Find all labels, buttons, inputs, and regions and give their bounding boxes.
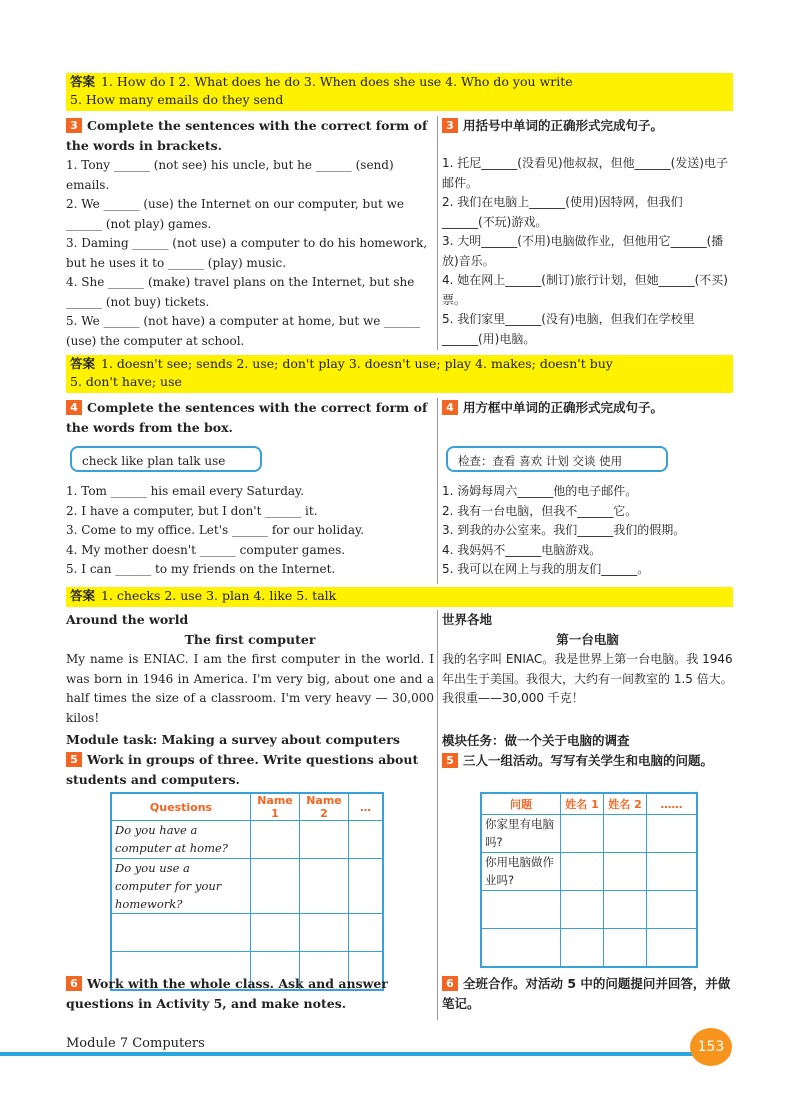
- exercise-number-badge: 5: [442, 753, 458, 768]
- table-header: 姓名 2: [604, 793, 647, 815]
- exercise-item: 1. Tony ______ (not see) his uncle, but he ______ (send) emails.: [66, 158, 394, 192]
- exercise-item: 4. 她在网上______(制订)旅行计划，但她______(不买)票。: [442, 273, 728, 307]
- exercise-number-badge: 6: [442, 976, 458, 991]
- exercise-4: [66, 398, 733, 584]
- exercise-item: 1. Tom ______ his email every Saturday.: [66, 484, 305, 498]
- table-header: 姓名 1: [561, 793, 604, 815]
- section-heading: 世界各地: [442, 612, 493, 627]
- reading-section: [66, 610, 733, 1020]
- table-cell[interactable]: [300, 859, 349, 914]
- exercise-title: Work with the whole class. Ask and answer questions in Activity 5, and make notes.: [66, 976, 388, 1011]
- exercise-item: 3. 到我的办公室来。我们______我们的假期。: [442, 523, 686, 537]
- exercise-number-badge: 4: [66, 400, 82, 415]
- table-cell[interactable]: [561, 853, 604, 891]
- exercise-title: 用括号中单词的正确形式完成句子。: [463, 118, 664, 133]
- exercise-item: 5. I can ______ to my friends on the Internet.: [66, 562, 336, 576]
- answer-line: 5. don't have; use: [70, 374, 182, 389]
- module-task-heading: 模块任务：做一个关于电脑的调查: [442, 732, 630, 748]
- exercise-item: 4. She ______ (make) travel plans on the Internet, but she ______ (not buy) tickets.: [66, 275, 415, 309]
- table-cell[interactable]: [349, 821, 384, 859]
- exercise-3-english: [66, 116, 434, 350]
- table-cell[interactable]: [604, 891, 647, 929]
- exercise-number-badge: 4: [442, 400, 458, 415]
- exercise-4-english: [66, 398, 434, 584]
- table-cell[interactable]: [251, 859, 300, 914]
- exercise-4-chinese: [442, 398, 733, 584]
- footer-rule: [0, 1052, 730, 1056]
- exercise-title: 全班合作。对活动 5 中的问题提问并回答，并做笔记。: [442, 976, 731, 1011]
- table-cell[interactable]: [604, 853, 647, 891]
- page-number: 153: [690, 1028, 732, 1066]
- table-cell[interactable]: [111, 914, 251, 952]
- table-cell[interactable]: [561, 815, 604, 853]
- reading-title: The first computer: [184, 632, 316, 647]
- table-cell: Do you use a computer for your homework?: [111, 859, 251, 914]
- answer-line: 5. How many emails do they send: [70, 92, 284, 107]
- exercise-item: 1. 托尼______(没看见)他叔叔，但他______(发送)电子邮件。: [442, 156, 728, 190]
- exercise-item: 3. 大明______(不用)电脑做作业，但他用它______(播放)音乐。: [442, 234, 724, 268]
- table-cell[interactable]: [300, 821, 349, 859]
- table-cell: 你用电脑做作业吗?: [481, 853, 561, 891]
- table-cell[interactable]: [647, 853, 698, 891]
- word-box: 检查：查看 喜欢 计划 交谈 使用: [446, 446, 668, 472]
- answer-label: 答案: [70, 356, 96, 371]
- answer-label: 答案: [70, 74, 96, 89]
- table-cell[interactable]: [251, 914, 300, 952]
- table-cell: Do you have a computer at home?: [111, 821, 251, 859]
- table-cell: 你家里有电脑吗?: [481, 815, 561, 853]
- exercise-title: Work in groups of three. Write questions about students and computers.: [66, 752, 419, 787]
- exercise-number-badge: 3: [66, 118, 82, 133]
- table-cell[interactable]: [604, 929, 647, 967]
- exercise-title: Complete the sentences with the correct form of the words in brackets.: [66, 118, 428, 153]
- exercise-item: 5. 我们家里______(没有)电脑，但我们在学校里______(用)电脑。: [442, 312, 695, 346]
- reading-body: 我的名字叫 ENIAC。我是世界上第一台电脑。我 1946 年出生于美国。我很大，大约有一间教室的 1.5 倍大。我很重——30,000 千克！: [442, 652, 733, 705]
- column-divider: [437, 116, 438, 350]
- exercise-number-badge: 5: [66, 752, 82, 767]
- answer-bar-1: [66, 73, 733, 111]
- table-cell[interactable]: [300, 914, 349, 952]
- module-task-heading: Module task: Making a survey about computers: [66, 732, 400, 747]
- answer-label: 答案: [70, 588, 96, 603]
- section-heading: Around the world: [66, 612, 189, 627]
- answer-line: 1. checks 2. use 3. plan 4. like 5. talk: [101, 588, 337, 603]
- table-header: Name 2: [300, 793, 349, 821]
- exercise-item: 2. 我们在电脑上______(使用)因特网，但我们______(不玩)游戏。: [442, 195, 683, 229]
- table-header: ……: [647, 793, 698, 815]
- table-cell[interactable]: [481, 891, 561, 929]
- exercise-item: 2. We ______ (use) the Internet on our computer, but we ______ (not play) games.: [66, 197, 404, 231]
- answer-line: 1. doesn't see; sends 2. use; don't play 3. doesn't use; play 4. makes; doesn't buy: [101, 356, 613, 371]
- exercise-item: 5. We ______ (not have) a computer at home, but we ______ (use) the computer at school.: [66, 314, 421, 348]
- table-header: Questions: [111, 793, 251, 821]
- answer-line: 1. How do I 2. What does he do 3. When does she use 4. Who do you write: [101, 74, 573, 89]
- exercise-item: 2. I have a computer, but I don't ______ it.: [66, 503, 318, 518]
- answer-bar-3: [66, 587, 733, 607]
- table-cell[interactable]: [561, 929, 604, 967]
- exercise-3-chinese: [442, 116, 733, 350]
- column-divider: [437, 610, 438, 1020]
- exercise-title: 三人一组活动。写写有关学生和电脑的问题。: [463, 752, 714, 768]
- exercise-item: 5. 我可以在网上与我的朋友们______。: [442, 562, 650, 576]
- survey-table: [480, 792, 698, 968]
- table-header: 问题: [481, 793, 561, 815]
- reading-title: 第一台电脑: [556, 632, 619, 647]
- reading-body: My name is ENIAC. I am the first computer in the world. I was born in 1946 in America. I'm very big, about one and a half times the size of a classroom. I'm very heavy — 30,000 kilos!: [66, 652, 434, 725]
- reading-english: [66, 610, 434, 1020]
- table-cell[interactable]: [647, 929, 698, 967]
- exercise-title: Complete the sentences with the correct form of the words from the box.: [66, 400, 428, 435]
- exercise-item: 4. 我妈妈不______电脑游戏。: [442, 542, 602, 557]
- answer-bar-2: [66, 355, 733, 393]
- exercise-item: 2. 我有一台电脑，但我不______它。: [442, 503, 638, 518]
- survey-table: [110, 792, 384, 991]
- exercise-item: 1. 汤姆每周六______他的电子邮件。: [442, 484, 638, 498]
- table-cell[interactable]: [647, 891, 698, 929]
- exercise-item: 3. Daming ______ (not use) a computer to do his homework, but he uses it to ______ (play) music.: [66, 236, 428, 270]
- table-header: …: [349, 793, 384, 821]
- reading-chinese: [442, 610, 733, 1020]
- table-cell[interactable]: [561, 891, 604, 929]
- column-divider: [437, 398, 438, 584]
- table-cell[interactable]: [647, 815, 698, 853]
- word-box: check like plan talk use: [70, 446, 262, 472]
- exercise-title: 用方框中单词的正确形式完成句子。: [463, 400, 664, 415]
- table-cell[interactable]: [251, 821, 300, 859]
- exercise-number-badge: 3: [442, 118, 458, 133]
- table-header: Name 1: [251, 793, 300, 821]
- exercise-item: 3. Come to my office. Let's ______ for our holiday.: [66, 523, 365, 537]
- table-cell[interactable]: [349, 914, 384, 952]
- table-cell[interactable]: [349, 859, 384, 914]
- exercise-number-badge: 6: [66, 976, 82, 991]
- exercise-item: 4. My mother doesn't ______ computer games.: [66, 542, 346, 557]
- table-cell[interactable]: [481, 929, 561, 967]
- exercise-3: [66, 116, 733, 350]
- footer-module-title: Module 7 Computers: [66, 1036, 205, 1051]
- table-cell[interactable]: [604, 815, 647, 853]
